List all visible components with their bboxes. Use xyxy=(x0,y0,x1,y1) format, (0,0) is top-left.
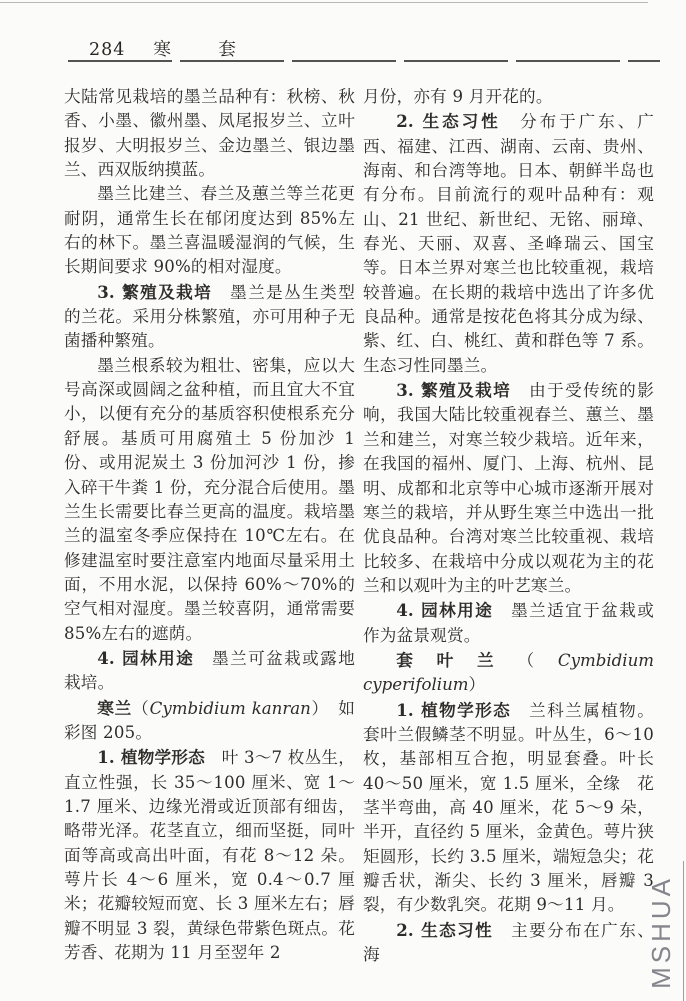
section-label: 2. 生态习性 xyxy=(396,919,494,940)
section-label: 2. 生态习性 xyxy=(396,111,501,132)
text-run: 大陆常见栽培的墨兰品种有：秋榜、秋香、小墨、徽州墨、凤尾报岁兰、立叶报岁、大明报岁兰、金边墨兰、银边墨兰、西双版纳摸蓝。 xyxy=(64,87,355,180)
running-head xyxy=(89,36,251,61)
text-run: 墨兰适宜于盆栽或作为盆景观赏。 xyxy=(363,601,654,645)
paragraph xyxy=(64,280,355,354)
paragraph xyxy=(363,109,654,378)
paragraph xyxy=(363,378,654,598)
paragraph xyxy=(363,648,654,698)
latin-species-name: Cymbidium kanran xyxy=(149,698,311,718)
text-run: ） 如彩图 205。 xyxy=(64,698,355,742)
paragraph xyxy=(64,85,355,182)
paragraph xyxy=(64,745,355,965)
paragraph xyxy=(363,598,654,648)
page-body xyxy=(64,85,654,967)
section-label: 3. 繁殖及栽培 xyxy=(97,281,213,302)
text-run: 分布于广东、广西、福建、江西、湖南、云南、贵州、海南、和台湾等地。日本、朝鲜半岛也有分布。目前流行的观叶品种有：观山、21 世纪、新世纪、无铭、丽璋、春光、天丽、双喜、圣峰瑞云、国宝等。日本兰界对寒兰也比较重视，栽培较普遍。在长期的栽培中选出了许多优良品种。通常是按花色将其分成为绿、紫、红、白、桃红、黄和群色等 7 系。生态习性同墨兰。 xyxy=(363,112,654,375)
text-run: （ xyxy=(517,650,558,670)
latin-species-name: Cymbidium cyperifolium xyxy=(363,650,654,695)
section-label: 1. 植物学形态 xyxy=(97,747,205,768)
running-head-title: 寒 套 xyxy=(153,40,251,60)
section-label: 3. 繁殖及栽培 xyxy=(396,380,512,401)
header-rule xyxy=(68,60,660,62)
text-run: ） xyxy=(468,675,486,695)
watermark: MSHUA xyxy=(646,875,676,989)
paragraph xyxy=(64,182,355,279)
right-column xyxy=(363,85,654,967)
page-number: 284 xyxy=(89,40,126,60)
section-label: 1. 植物学形态 xyxy=(396,699,512,720)
section-label: 4. 园林用途 xyxy=(97,647,195,668)
text-run: 由于受传统的影响，我国大陆比较重视春兰、蕙兰、墨兰和建兰，对寒兰较少栽培。近年来，在我国的福州、厦门、上海、杭州、昆明、成都和北京等中心城市逐渐开展对寒兰的栽培，并从野生寒兰中选出一批优良品种。台湾对寒兰比较重视、栽培比较多、在栽培中分成以观花为主的花兰和以观叶为主的叶艺寒兰。 xyxy=(363,381,654,595)
paragraph xyxy=(363,918,654,968)
paragraph xyxy=(363,698,654,918)
text-run: 兰科兰属植物。套叶兰假鳞茎不明显。叶丛生，6～10 枚，基部相互合抱，明显套叠。叶长 40～50 厘米，宽 1.5 厘米，全缘 花茎半弯曲，高 40 厘米，花 5～9 朵，半开，直径约 5 厘米，金黄色。萼片狭矩圆形，长约 3.5 厘米，端短急尖；花瓣舌状，渐尖、长约 3 厘米，唇瓣 3 裂，有少数乳突。花期 9～11 月。 xyxy=(363,700,654,915)
paragraph xyxy=(64,646,355,696)
paragraph xyxy=(363,85,654,109)
text-run: 墨兰比建兰、春兰及蕙兰等兰花更耐阴，通常生长在郁闭度达到 85%左右的林下。墨兰喜温暖湿润的气候，生长期间要求 90%的相对湿度。 xyxy=(64,184,355,277)
left-column xyxy=(64,85,355,967)
scan-artifact-right-edge xyxy=(683,861,684,1001)
text-run: 月份，亦有 9 月开花的。 xyxy=(363,87,553,106)
paragraph xyxy=(64,696,355,746)
text-run: 墨兰是丛生类型的兰花。采用分株繁殖，亦可用种子无菌播种繁殖。 xyxy=(64,282,355,351)
text-run: 主要分布在广东、海 xyxy=(363,920,654,965)
section-label: 套叶兰 xyxy=(396,649,518,670)
text-run: （ xyxy=(132,698,150,718)
paragraph xyxy=(64,354,355,646)
text-run: 叶 3～7 枚丛生，直立性强，长 35～100 厘米、宽 1～1.7 厘米、边缘光滑或近顶部有细齿，略带光泽。花茎直立，细而坚挺，同叶面等高或高出叶面，有花 8～12 朵。萼片长 4～6 厘米，宽 0.4～0.7 厘米；花瓣较短而宽、长 3 厘米左右；唇瓣不明显 3 裂，黄绿色带紫色斑点。花芳香、花期为 11 月至翌年 2 xyxy=(64,748,355,963)
section-label: 4. 园林用途 xyxy=(396,600,494,621)
text-run: 墨兰可盆栽或露地栽培。 xyxy=(64,648,355,693)
scan-artifact-top-edge xyxy=(0,2,648,3)
text-run: 墨兰根系较为粗壮、密集，应以大号高深或圆阔之盆种植，而且宜大不宜小，以便有充分的基质容积使根系充分舒展。基质可用腐殖土 5 份加沙 1 份、或用泥炭土 3 份加河沙 1 份，掺入碎干牛粪 1 份，充分混合后使用。墨兰生长需要比春兰更高的温度。栽培墨兰的温室冬季应保持在 10℃左右。在修建温室时要注意室内地面尽量采用土面，不用水泥，以保持 60%～70%的空气相对湿度。墨兰较喜阴，通常需要 85%左右的遮荫。 xyxy=(64,355,355,643)
section-label: 寒兰 xyxy=(97,697,133,718)
